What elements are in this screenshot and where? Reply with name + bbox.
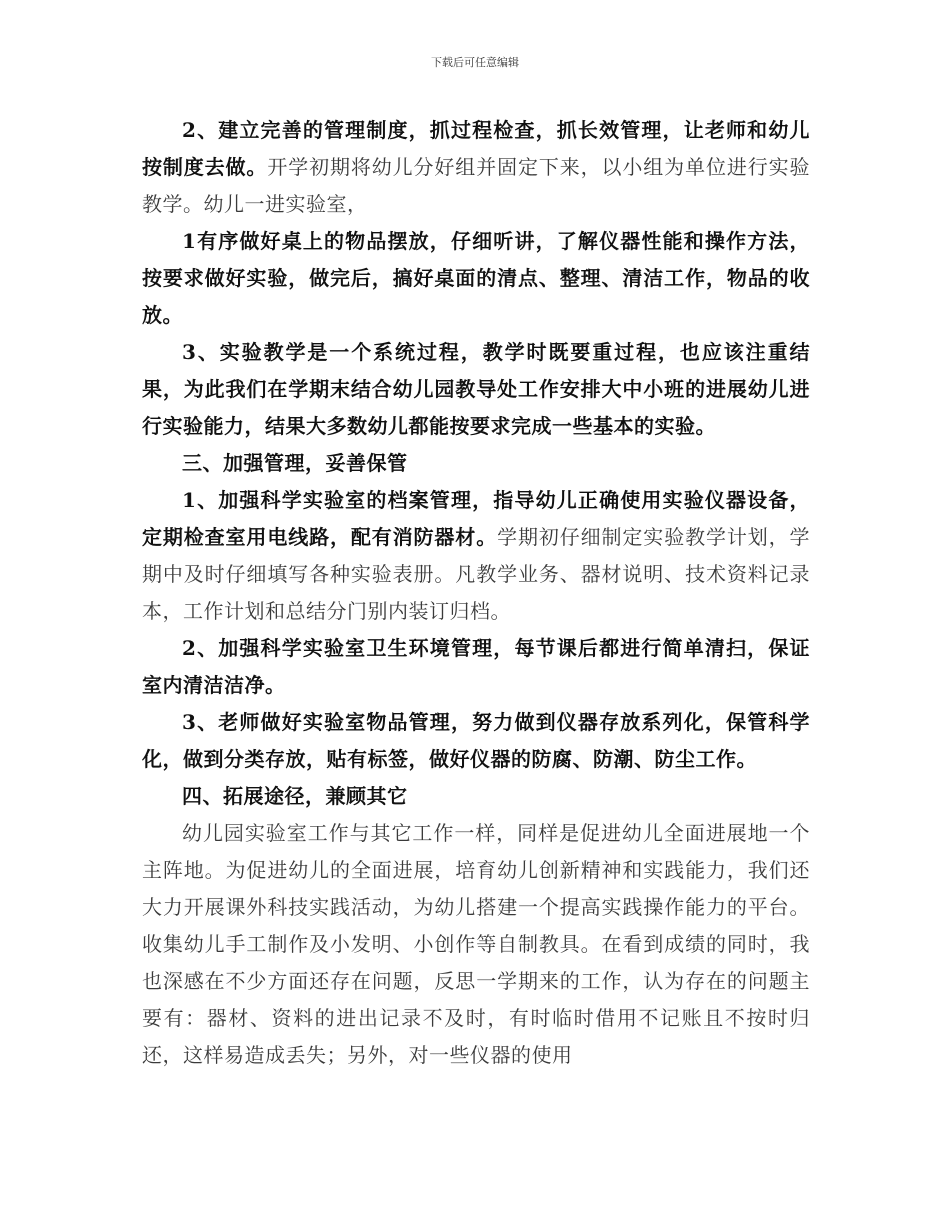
document-body	[142, 112, 810, 1074]
section-heading-text: 四、拓展途径，兼顾其它	[182, 784, 408, 808]
paragraph-management-system	[142, 112, 810, 223]
paragraph-body-text: 开学初期将幼儿分好组并固定下来，以小组为单位进行实验教学。幼儿一进实验室，	[142, 155, 811, 216]
paragraph-bold-text: 3、老师做好实验室物品管理，努力做到仪器存放系列化，保管科学化，做到分类存放，贴有标签，做好仪器的防腐、防潮、防尘工作。	[142, 710, 810, 771]
section-heading-expand-approaches	[142, 778, 810, 815]
paragraph-item-management	[142, 704, 810, 778]
paragraph-kindergarten-lab-work	[142, 815, 810, 1074]
paragraph-body-text: 幼儿园实验室工作与其它工作一样，同样是促进幼儿全面进展地一个主阵地。为促进幼儿的全面进展，培育幼儿创新精神和实践能力，我们还大力开展课外科技实践活动，为幼儿搭建一个提高实践操作能力的平台。收集幼儿手工制作及小发明、小创作等自制教具。在看到成绩的同时，我也深感在不少方面还存在问题，反思一学期来的工作，认为存在的问题主要有：器材、资料的进出记录不及时，有时临时借用不记账且不按时归还，这样易造成丢失；另外，对一些仪器的使用	[142, 821, 810, 1067]
paragraph-orderly-setup	[142, 223, 810, 334]
section-heading-text: 三、加强管理，妥善保管	[182, 451, 408, 475]
paragraph-bold-text: 1有序做好桌上的物品摆放，仔细听讲，了解仪器性能和操作方法，按要求做好实验，做完后，搞好桌面的清点、整理、清洁工作，物品的收放。	[142, 229, 810, 327]
paragraph-bold-text: 1、加强科学实验室的档案管理，指导幼儿正确使用实验仪器设备，定期检查室用电线路，配有消防器材。	[142, 488, 810, 549]
paragraph-experiment-teaching	[142, 334, 810, 445]
paragraph-bold-text: 2、加强科学实验室卫生环境管理，每节课后都进行简单清扫，保证室内清洁洁净。	[142, 636, 810, 697]
page-header: 下载后可任意编辑	[431, 56, 519, 69]
paragraph-hygiene-management	[142, 630, 810, 704]
paragraph-archive-management	[142, 482, 810, 630]
paragraph-bold-text: 3、实验教学是一个系统过程，教学时既要重过程，也应该注重结果，为此我们在学期末结合幼儿园教导处工作安排大中小班的进展幼儿进行实验能力，结果大多数幼儿都能按要求完成一些基本的实验。	[142, 340, 810, 438]
paragraph-body-text: 学期初仔细制定实验教学计划，学期中及时仔细填写各种实验表册。凡教学业务、器材说明、技术资料记录本，工作计划和总结分门别内装订归档。	[142, 525, 811, 623]
paragraph-bold-text: 2、建立完善的管理制度，抓过程检查，抓长效管理，让老师和幼儿按制度去做。	[142, 118, 810, 179]
section-heading-strengthen-management	[142, 445, 810, 482]
